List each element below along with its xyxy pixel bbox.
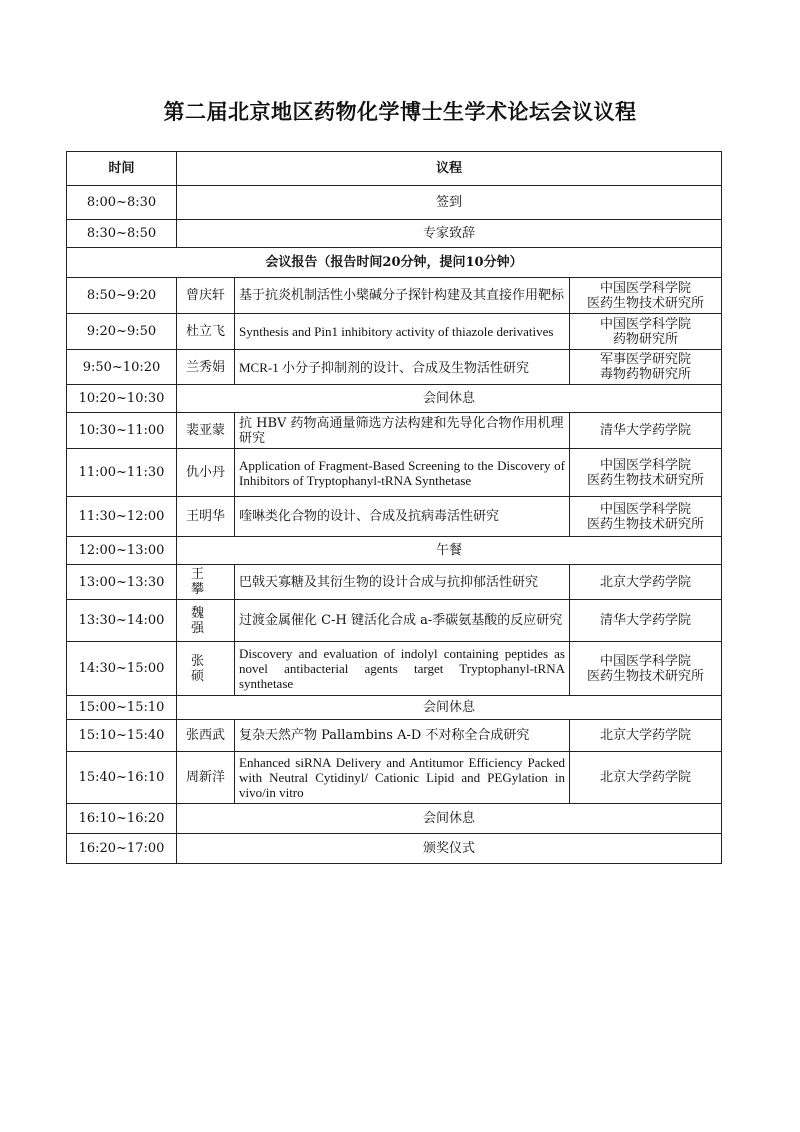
institution-cell — [570, 350, 722, 385]
agenda-row — [67, 220, 722, 248]
agenda-row — [67, 804, 722, 834]
agenda-row — [67, 565, 722, 600]
agenda-row — [67, 385, 722, 413]
agenda-table — [66, 151, 722, 864]
agenda-row — [67, 350, 722, 385]
topic-cell: Synthesis and Pin1 inhibitory activity of thiazole derivatives — [235, 314, 570, 350]
topic-cell: Discovery and evaluation of indolyl containing peptides as novel antibacterial agents target Tryptophanyl-tRNA synthetase — [235, 642, 570, 696]
header-row — [67, 152, 722, 186]
topic-cell: 抗 HBV 药物高通量筛选方法构建和先导化合物作用机理研究 — [235, 413, 570, 449]
agenda-row — [67, 314, 722, 350]
speaker-cell: 杜立飞 — [177, 314, 235, 350]
event-cell: 颁奖仪式 — [177, 834, 722, 864]
institution-line-1: 中国医学科学院 — [599, 316, 691, 332]
topic-cell: MCR-1 小分子抑制剂的设计、合成及生物活性研究 — [235, 350, 570, 385]
time-cell: 15:40~16:10 — [67, 752, 177, 804]
institution-cell — [570, 314, 722, 350]
time-cell: 11:30~12:00 — [67, 497, 177, 537]
institution-line-2: 医药生物技术研究所 — [586, 295, 704, 311]
speaker-cell: 王明华 — [177, 497, 235, 537]
institution-line-2: 毒物药物研究所 — [599, 367, 691, 382]
topic-cell: Application of Fragment-Based Screening to the Discovery of Inhibitors of Tryptophanyl-tRNA Synthetase — [235, 449, 570, 497]
agenda-row — [67, 413, 722, 449]
topic-cell: 喹啉类化合物的设计、合成及抗病毒活性研究 — [235, 497, 570, 537]
agenda-body — [67, 152, 722, 864]
institution-line-2: 医药生物技术研究所 — [586, 472, 704, 488]
agenda-row — [67, 278, 722, 314]
time-cell: 12:00~13:00 — [67, 537, 177, 565]
event-cell: 午餐 — [177, 537, 722, 565]
agenda-row — [67, 642, 722, 696]
institution-line-2: 医药生物技术研究所 — [586, 516, 704, 532]
event-cell: 会间休息 — [177, 696, 722, 720]
time-cell: 8:50~9:20 — [67, 278, 177, 314]
institution-cell — [570, 278, 722, 314]
session-note: 会议报告（报告时间20分钟，提问10分钟） — [67, 248, 722, 278]
time-cell: 14:30~15:00 — [67, 642, 177, 696]
time-cell: 13:30~14:00 — [67, 600, 177, 642]
speaker-cell: 魏 强 — [177, 600, 235, 642]
time-header: 时间 — [67, 152, 177, 186]
time-cell: 10:20~10:30 — [67, 385, 177, 413]
time-cell: 9:50~10:20 — [67, 350, 177, 385]
institution-cell — [570, 565, 722, 600]
agenda-header: 议程 — [177, 152, 722, 186]
institution-line-1: 清华大学药学院 — [599, 423, 691, 438]
speaker-cell: 兰秀娟 — [177, 350, 235, 385]
institution-line-1: 中国医学科学院 — [599, 653, 691, 669]
speaker-cell: 曾庆轩 — [177, 278, 235, 314]
speaker-cell: 裴亚蒙 — [177, 413, 235, 449]
event-cell: 签到 — [177, 186, 722, 220]
agenda-row — [67, 186, 722, 220]
time-cell: 15:10~15:40 — [67, 720, 177, 752]
agenda-row — [67, 449, 722, 497]
speaker-cell: 王 攀 — [177, 565, 235, 600]
time-cell: 16:20~17:00 — [67, 834, 177, 864]
institution-line-1: 军事医学研究院 — [599, 352, 691, 367]
institution-cell — [570, 497, 722, 537]
event-cell: 会间休息 — [177, 804, 722, 834]
time-cell: 11:00~11:30 — [67, 449, 177, 497]
institution-line-1: 中国医学科学院 — [599, 457, 691, 473]
event-cell: 会间休息 — [177, 385, 722, 413]
topic-cell: Enhanced siRNA Delivery and Antitumor Efficiency Packed with Neutral Cytidinyl/ Cationic Lipid and PEGylation in vivo/in vitro — [235, 752, 570, 804]
agenda-row — [67, 497, 722, 537]
time-cell: 13:00~13:30 — [67, 565, 177, 600]
time-cell: 9:20~9:50 — [67, 314, 177, 350]
agenda-row — [67, 834, 722, 864]
institution-line-1: 北京大学药学院 — [599, 574, 691, 590]
time-cell: 10:30~11:00 — [67, 413, 177, 449]
topic-cell: 复杂天然产物 Pallambins A-D 不对称全合成研究 — [235, 720, 570, 752]
topic-cell: 巴戟天寡糖及其衍生物的设计合成与抗抑郁活性研究 — [235, 565, 570, 600]
agenda-row — [67, 696, 722, 720]
speaker-cell: 周新洋 — [177, 752, 235, 804]
institution-line-1: 北京大学药学院 — [599, 728, 691, 743]
institution-line-1: 中国医学科学院 — [599, 501, 691, 517]
institution-cell — [570, 752, 722, 804]
institution-cell — [570, 413, 722, 449]
time-cell: 8:30~8:50 — [67, 220, 177, 248]
institution-line-2: 医药生物技术研究所 — [586, 668, 704, 684]
agenda-row — [67, 720, 722, 752]
speaker-cell: 张 硕 — [177, 642, 235, 696]
institution-cell — [570, 642, 722, 696]
event-cell: 专家致辞 — [177, 220, 722, 248]
time-cell: 15:00~15:10 — [67, 696, 177, 720]
speaker-cell: 仇小丹 — [177, 449, 235, 497]
institution-cell — [570, 720, 722, 752]
time-cell: 16:10~16:20 — [67, 804, 177, 834]
institution-line-2: 药物研究所 — [612, 331, 678, 347]
institution-cell — [570, 600, 722, 642]
agenda-row — [67, 752, 722, 804]
agenda-row — [67, 600, 722, 642]
agenda-row — [67, 537, 722, 565]
institution-cell — [570, 449, 722, 497]
page-title: 第二届北京地区药物化学博士生学术论坛会议议程 — [163, 99, 637, 124]
institution-line-1: 中国医学科学院 — [599, 280, 691, 296]
time-cell: 8:00~8:30 — [67, 186, 177, 220]
institution-line-1: 清华大学药学院 — [599, 613, 691, 628]
topic-cell: 过渡金属催化 C-H 键活化合成 a-季碳氨基酸的反应研究 — [235, 600, 570, 642]
institution-line-1: 北京大学药学院 — [599, 770, 691, 785]
topic-cell: 基于抗炎机制活性小檗碱分子探针构建及其直接作用靶标 — [235, 278, 570, 314]
session-note-row — [67, 248, 722, 278]
speaker-cell: 张西武 — [177, 720, 235, 752]
